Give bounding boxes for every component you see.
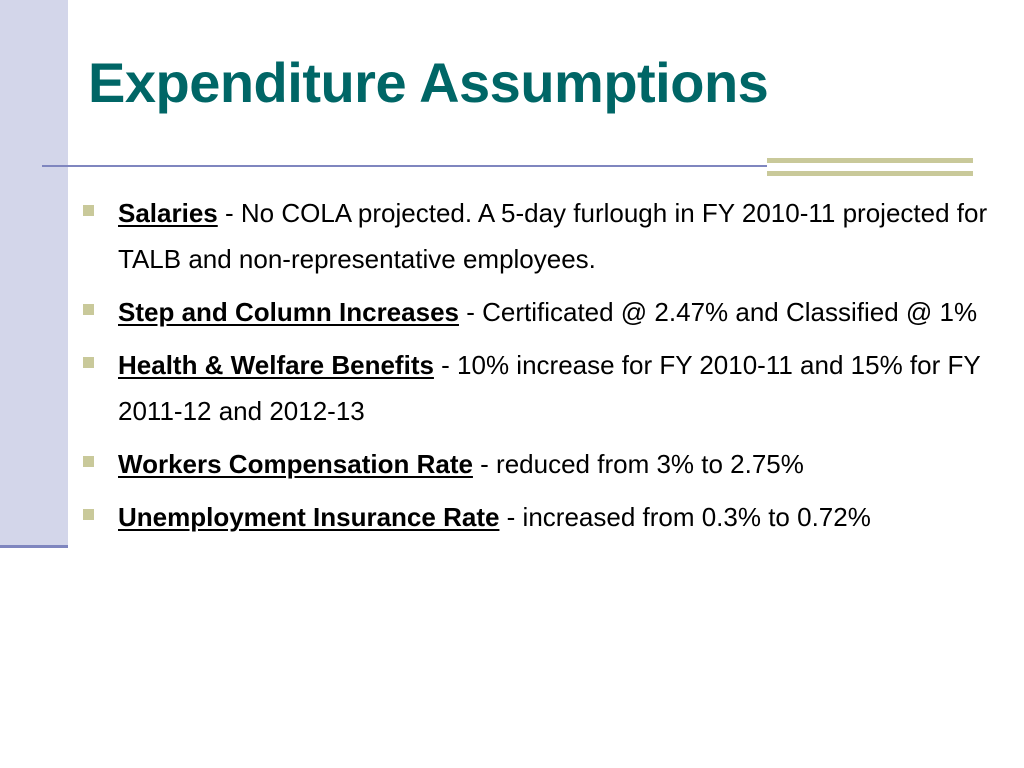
bullet-term: Salaries — [118, 198, 218, 228]
bullet-text: - increased from 0.3% to 0.72% — [499, 502, 871, 532]
bullet-text: - Certificated @ 2.47% and Classified @ 1% — [458, 297, 978, 327]
square-bullet-icon — [83, 304, 94, 315]
square-bullet-icon — [83, 205, 94, 216]
bullet-item-workers-compensation — [80, 441, 1000, 487]
bullet-item-salaries — [80, 190, 1000, 282]
bullet-text: - reduced from 3% to 2.75% — [472, 449, 804, 479]
bullet-item-unemployment-insurance — [80, 494, 1000, 540]
slide-title: Expenditure Assumptions — [88, 51, 769, 114]
bullet-term: Step and Column Increases — [118, 297, 459, 327]
square-bullet-icon — [83, 357, 94, 368]
accent-bar-bottom — [767, 171, 973, 176]
bullet-item-health-welfare — [80, 342, 1000, 434]
bullet-text: - 10% increase for FY 2010-11 and 15% for FY 2011-12 and 2012-13 — [118, 350, 981, 426]
bullet-item-step-and-column — [80, 289, 1000, 335]
accent-bar-top — [767, 158, 973, 163]
title-divider-line — [42, 165, 767, 167]
left-band-edge-line — [0, 545, 68, 548]
bullet-text: - No COLA projected. A 5-day furlough in FY 2010-11 projected for TALB and non-representative employees. — [118, 198, 988, 274]
bullet-term: Health & Welfare Benefits — [118, 350, 434, 380]
left-decorative-band — [0, 0, 68, 545]
bullet-term: Workers Compensation Rate — [118, 449, 473, 479]
bullet-term: Unemployment Insurance Rate — [118, 502, 500, 532]
bullet-list — [80, 190, 1000, 547]
square-bullet-icon — [83, 456, 94, 467]
square-bullet-icon — [83, 509, 94, 520]
